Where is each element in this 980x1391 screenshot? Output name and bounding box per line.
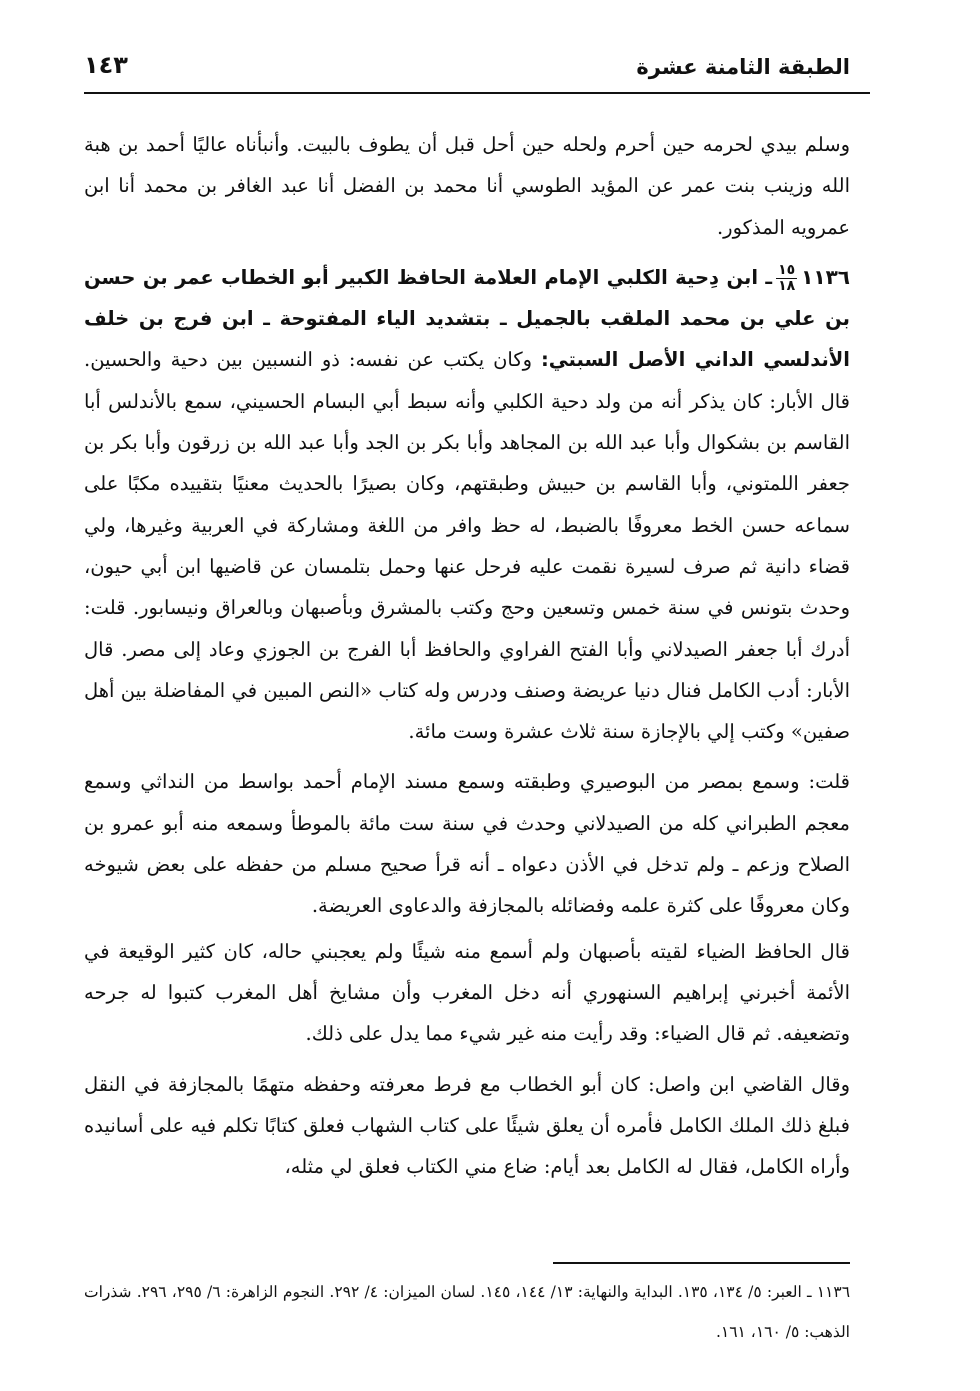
entry-heading: ـ ابن دِحية الكلبي الإمام العلامة الحافظ الكبير أبو الخطاب عمر بن حسن بن علي بن محمد الملقب بالجميل ـ بتشديد الياء المفتوحة ـ ابن فرج بن خلف الأندلسي الداني الأصل السبتي: (84, 265, 850, 372)
header-rule (84, 92, 870, 94)
entry-text: وكان يكتب عن نفسه: ذو النسبين بين دحية والحسين. قال الأبار: كان يذكر أنه من ولد دحية الكلبي وأنه سبط أبي البسام الحسيني، سمع بالأندلس أبا القاسم بن بشكوال وأبا عبد الله بن المجاهد وأبا بكر بن الجد وأبا عبد الله بن زرقون وأبا بكر بن جعفر اللمتوني، وأبا القاسم بن حبيش وطبقتهم، وكان بصيرًا بالحديث معنيًا بتقييده مكبًا على سماعه حسن الخط معروفًا بالضبط، له حظ وافر من اللغة ومشاركة في العربية وغيرها، ولي قضاء دانية ثم صرف لسيرة نقمت عليه فرحل عنها وحمل بتلمسان عن قاضيها ابن أبي حيون، وحدث بتونس في سنة خمس وتسعين وحج وكتب بالمشرق وبأصبهان وبالعراق ونيسابور. قلت: أدرك أبا جعفر الصيدلاني وأبا الفتح الفراوي والحافظ أبا الفرج بن الجوزي وعاد إلى مصر. قال الأبار: أدب الكامل فنال دنيا عريضة وصنف ودرس وله كتاب «النص المبين في المفاضلة بين أهل صفين» وكتب إلي بالإجازة سنة ثلاث عشرة وست مائة. (84, 348, 850, 744)
footnote-rule (553, 1262, 850, 1264)
fraction-bottom: ١٨ (778, 277, 796, 294)
entry-fraction (776, 263, 797, 294)
main-text (84, 124, 850, 1187)
running-title: الطبقة الثامنة عشرة (636, 55, 850, 79)
entry-number: ١١٣٦ (801, 264, 850, 289)
paragraph-continuation: وسلم بيدي لحرمه حين أحرم ولحله حين أحل قبل أن يطوف بالبيت. وأنبأناه عاليًا أحمد بن هبة الله وزينب بنت عمر عن المؤيد الطوسي أنا محمد بن الفضل أنا عبد الغافر بن محمد أنا ابن عمرويه المذكور. (84, 133, 850, 239)
footnote-1136: ١١٣٦ ـ العبر: ٥/ ١٣٤، ١٣٥. البداية والنهاية: ١٣/ ١٤٤، ١٤٥. لسان الميزان: ٤/ ٢٩٢. النجوم الزاهرة: ٦/ ٢٩٥، ٢٩٦. شذرات الذهب: ٥/ ١٦٠، ١٦١. (84, 1283, 851, 1341)
page-header (84, 51, 850, 95)
fraction-top: ١٥ (778, 261, 796, 278)
biography-entry (84, 257, 850, 753)
paragraph-qult: قلت: وسمع بمصر من البوصيري وطبقته وسمع مسند الإمام أحمد بواسط من النداثي وسمع معجم الطبراني كله من الصيدلاني وحدث في سنة ست مائة بالموطأ وسمعه منه أبو عمرو بن الصلاح وزعم ـ ولم تدخل في الأذن دعواه ـ أنه قرأ صحيح مسلم من حفظه على بعض شيوخه وكان معروفًا على كثرة علمه وفضائله بالمجازفة والدعاوى العريضة. (84, 770, 850, 918)
paragraph-ibn-wasil: وقال القاضي ابن واصل: كان أبو الخطاب مع فرط معرفته وحفظه متهمًا بالمجازفة في النقل فبلغ ذلك الملك الكامل فأمره أن يعلق شيئًا على كتاب الشهاب فعلق كتابًا تكلم فيه على أسانيده وأراه الكامل، فقال له الكامل بعد أيام: ضاع مني الكتاب فعلق لي مثله، (84, 1072, 850, 1179)
paragraph-diya: قال الحافظ الضياء لقيته بأصبهان ولم أسمع منه شيئًا ولم يعجبني حاله، كان كثير الوقيعة في الأئمة أخبرني إبراهيم السنهوري أنه دخل المغرب وأن مشايخ أهل المغرب كتبوا له جرحه وتضعيفه. ثم قال الضياء: وقد رأيت منه غير شيء مما يدل على ذلك. (84, 939, 850, 1046)
page-number: ١٤٣ (84, 51, 128, 79)
footnotes (84, 1272, 850, 1352)
